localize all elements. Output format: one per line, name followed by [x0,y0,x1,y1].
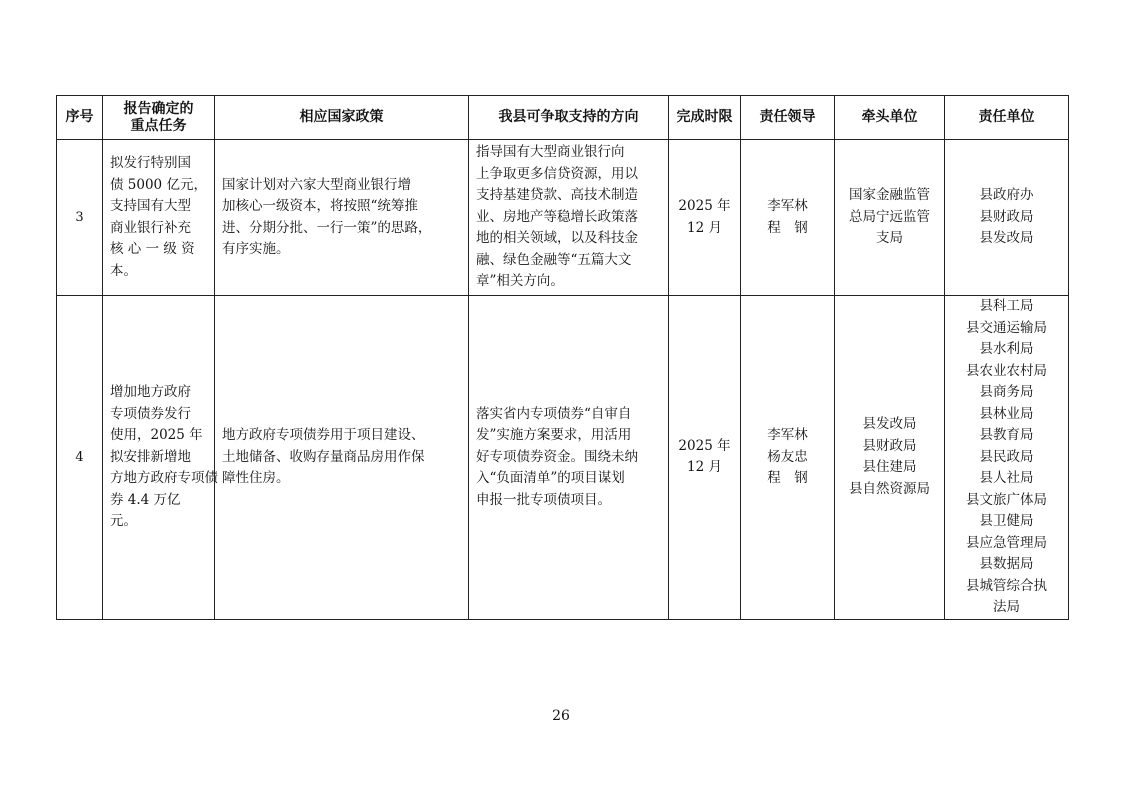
cell-line: 专项债券发行 [110,405,191,422]
table-row [57,296,1069,620]
cell-line: 元。 [110,513,137,529]
cell-line: 债 5000 亿元， [110,176,207,193]
row-seq: 3 [57,140,103,296]
cell-line: 2025 年 [678,437,731,454]
cell-line: 使用，2025 年 [110,427,203,443]
header-task [103,96,215,140]
row-responsible-units [945,140,1069,296]
cell-line: 县发改局 [862,416,917,433]
header-direction: 我县可争取支持的方向 [469,96,669,140]
cell-line: 业、房地产等稳增长政策落 [476,208,638,225]
cell-line: 12 月 [687,459,722,476]
cell-line: 县财政局 [862,437,917,454]
cell-line: 发”实施方案要求，用活用 [476,427,632,443]
row-policy [215,296,469,620]
cell-line: 2025 年 [678,198,731,214]
cell-line: 核 心 一 级 资 [110,241,195,257]
cell-line: 上争取更多信贷资源，用以 [476,165,638,182]
table-header-row [57,96,1069,140]
cell-line: 章”相关方向。 [476,273,564,290]
cell-line: 土地储备、收购存量商品房用作保 [222,448,425,465]
cell-line: 进、分期分批、一行一策”的思路， [222,219,432,236]
cell-line: 券 4.4 万亿 [110,491,181,508]
table-row [57,140,1069,296]
cell-line: 商业银行补充 [110,219,191,236]
cell-line: 重点任务 [130,117,187,134]
cell-line: 有序实施。 [222,241,290,257]
cell-line: 本。 [110,262,137,279]
row-deadline [669,296,741,620]
cell-line: 法局 [993,599,1020,615]
header-seq: 序号 [57,96,103,140]
cell-line: 杨友忠 [767,448,808,465]
cell-line: 县商务局 [979,384,1034,400]
cell-line: 李军林 [767,427,808,443]
header-lead-unit: 牵头单位 [835,96,945,140]
cell-line: 县林业局 [979,405,1034,422]
row-leader [741,140,835,296]
header-task-lines [103,101,214,135]
cell-line: 县数据局 [979,556,1034,572]
cell-line: 县教育局 [979,427,1034,443]
cell-line: 12 月 [687,219,722,236]
header-leader: 责任领导 [741,96,835,140]
cell-line: 支局 [876,230,903,247]
cell-line: 融、绿色金融等“五篇大文 [476,251,632,268]
cell-line: 拟发行特别国 [110,155,191,171]
cell-line: 县发改局 [979,230,1034,247]
cell-line: 支持基建贷款、高技术制造 [476,187,638,204]
header-responsible-units: 责任单位 [945,96,1069,140]
header-deadline: 完成时限 [669,96,741,140]
page-number: 26 [552,708,570,724]
row-direction [469,296,669,620]
cell-line: 好专项债券资金。围绕未纳 [476,448,638,465]
cell-line: 拟安排新增地 [110,448,191,465]
cell-line: 增加地方政府 [110,384,191,400]
cell-line: 县自然资源局 [849,480,930,497]
cell-line: 障性住房。 [222,470,290,486]
row-direction [469,140,669,296]
cell-line: 国家金融监管 [849,187,930,204]
cell-line: 县住建局 [862,459,917,476]
cell-line: 程 钢 [767,219,808,236]
cell-line: 县民政局 [979,448,1034,465]
header-policy: 相应国家政策 [215,96,469,140]
policy-task-table [56,95,1069,620]
cell-line: 总局宁远监管 [849,208,930,225]
cell-line: 国家计划对六家大型商业银行增 [222,176,411,193]
row-lead-unit [835,296,945,620]
cell-line: 县政府办 [979,187,1034,204]
cell-line: 县科工局 [979,298,1034,314]
cell-line: 县交通运输局 [966,319,1047,336]
cell-line: 县卫健局 [979,513,1034,529]
cell-line: 地方政府专项债券用于项目建设、 [222,427,425,443]
row-responsible-units [945,296,1069,620]
cell-line: 加核心一级资本，将按照“统筹推 [222,198,418,214]
cell-line: 县财政局 [979,208,1034,225]
cell-line: 方地方政府专项债 [110,470,218,486]
cell-line: 支持国有大型 [110,198,191,214]
cell-line: 地的相关领域，以及科技金 [476,230,638,247]
row-policy [215,140,469,296]
cell-line: 报告确定的 [123,100,194,117]
cell-line: 县水利局 [979,341,1034,357]
row-deadline [669,140,741,296]
cell-line: 县人社局 [979,470,1034,486]
row-seq: 4 [57,296,103,620]
cell-line: 县农业农村局 [966,362,1047,379]
row-task [103,296,218,620]
row-task [103,140,215,296]
row-lead-unit [835,140,945,296]
cell-line: 县城管综合执 [966,577,1047,594]
cell-line: 县文旅广体局 [966,491,1047,508]
cell-line: 县应急管理局 [966,534,1047,551]
cell-line: 李军林 [767,198,808,214]
cell-line: 入“负面清单”的项目谋划 [476,470,625,486]
row-leader [741,296,835,620]
cell-line: 申报一批专项债项目。 [476,491,611,508]
cell-line: 落实省内专项债券“自审自 [476,405,632,422]
cell-line: 程 钢 [767,470,808,486]
cell-line: 指导国有大型商业银行向 [476,144,625,161]
